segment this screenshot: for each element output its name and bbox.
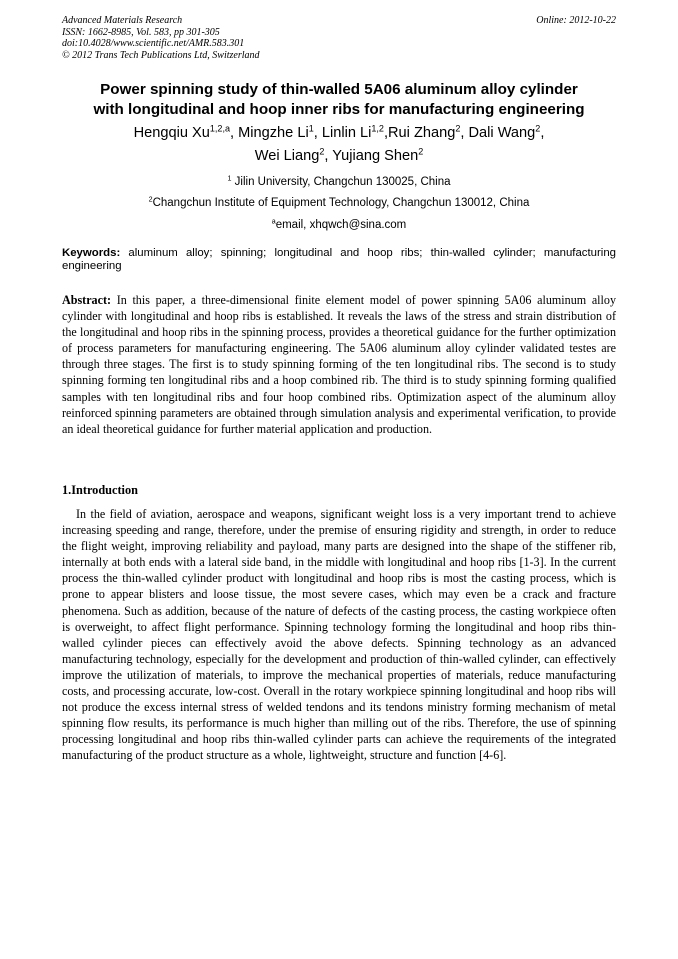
author-line: Hengqiu Xu$^{1,2,a}$, Mingzhe Li$^1$, Linlin Li$^{1,2}$,Rui Zhang$^2$, Dali Wang$^2$,: [133, 123, 545, 141]
email-text: email, xhqwch@sina.com: [275, 219, 407, 231]
author-name: Dali Wang: [468, 125, 536, 141]
paper-title-line: with longitudinal and hoop inner ribs for manufacturing engineering: [93, 101, 585, 118]
journal-issn: ISSN: 1662-8985, Vol. 583, pp 301-305: [62, 26, 220, 38]
affiliation-text: Jilin University, Changchun 130025, China: [234, 176, 451, 188]
author-name: Rui Zhang: [388, 125, 456, 141]
author-list: [62, 122, 616, 168]
author-affiliation-mark: 1: [308, 123, 314, 134]
affiliation-text: Changchun Institute of Equipment Technology, Changchun 130012, China: [152, 197, 530, 209]
affiliation-1: [62, 175, 616, 189]
author-affiliation-mark: 2: [535, 123, 541, 134]
author-affiliation-mark: 1,2: [371, 123, 384, 134]
online-date: Online: 2012-10-22: [536, 15, 616, 26]
paper-title-line: Power spinning study of thin-walled 5A06 aluminum alloy cylinder: [100, 81, 578, 98]
author-name: Mingzhe Li: [238, 125, 309, 141]
author-affiliation-mark: 2: [418, 146, 424, 157]
keywords: [62, 247, 616, 273]
keywords-label: Keywords:: [62, 247, 121, 259]
abstract-label: Abstract:: [62, 293, 112, 307]
email-mark: a: [271, 217, 276, 226]
journal-header: [62, 15, 616, 61]
author-affiliation-mark: 1,2,a: [209, 123, 231, 134]
journal-doi: doi:10.4028/www.scientific.net/AMR.583.301: [62, 38, 245, 49]
author-name: Hengqiu Xu: [133, 125, 210, 141]
affiliation-mark: 1: [227, 174, 232, 183]
author-email: [62, 218, 616, 232]
journal-copyright: © 2012 Trans Tech Publications Ltd, Switzerland: [62, 49, 260, 61]
affiliation-2: [62, 196, 616, 210]
author-affiliation-mark: 2: [455, 123, 461, 134]
affiliation-mark: 2: [148, 195, 153, 204]
author-name: Yujiang Shen: [332, 148, 419, 164]
keywords-text: aluminum alloy; spinning; longitudinal and hoop ribs; thin-walled cylinder; manufacturing engineering: [62, 247, 616, 272]
author-line: Wei Liang$^2$, Yujiang Shen$^2$: [254, 146, 424, 164]
author-name: Linlin Li: [321, 125, 372, 141]
introduction-paragraph: In the field of aviation, aerospace and weapons, significant weight loss is a very important trend to achieve increasing speeding and range, therefore, under the premise of ensuring rigidity and strength, in order to reduce the flight weight, improving reliability and payload, many parts are designed into the shape of the stiffener rib, internally at both ends with a lateral side band, in the middle with longitudinal and hoop ribs [1-3]. In the current process the thin-walled cylinder product with longitudinal and hoop ribs is most the casting process, which is prone to appear blisters and loose tissue, the most severe cases, which may even be a crack and fracture phenomena. Such as addition, because of the nature of defects of the casting process, the casting workpiece often is overweight, to affect flight performance. Spinning technology forming the longitudinal and hoop ribs thin-walled cylinder pieces can effectively avoid the above defects. Spinning technology as an advanced manufacturing technology, especially for the development and production of thin-walled cylinder, can effectively improve the utilization of materials, to improve the mechanical properties of materials, reduce manufacturing costs, and processing accurate, low-cost. Overall in the rotary workpiece spinning longitudinal and hoop ribs will not produce the excess internal stress of welded tendons and its tendons ministry forming mechanism of metal spinning flow results, its performance is much higher than milling out of the ribs. Therefore, the use of spinning processing longitudinal and hoop ribs thin-walled cylinder parts can achieve the requirements of the integrated manufacturing of the product structure as a whole, lightweight, structure and function [4-6].: [62, 507, 616, 763]
abstract-text: In this paper, a three-dimensional finite element model of power spinning 5A06 aluminum alloy cylinder with longitudinal and hoop ribs is established. It reveals the laws of the stress and strain distribution of the longitudinal and hoop ribs in the spinning process, provides a theoretical guidance for the further optimization of process parameters for manufacturing engineering. The 5A06 aluminum alloy cylinder validated testes are through three stages. The first is to study spinning forming of the ten longitudinal ribs. The second is to study spinning forming ten longitudinal ribs and a hoop combined rib. The third is to study spinning forming qualified samples with ten longitudinal ribs and four hoop combined ribs. Optimization aspect of the aluminum alloy reinforced spinning parameters are obtained through simulation analysis and experimental verification, to provide an ideal theoretical guidance for further material application and production.: [62, 293, 617, 436]
paper-title: [62, 80, 616, 120]
journal-name: Advanced Materials Research: [62, 15, 183, 26]
author-name: Wei Liang: [254, 148, 320, 164]
section-heading-introduction: 1.Introduction: [62, 483, 138, 497]
abstract: [62, 292, 616, 437]
author-affiliation-mark: 2: [319, 146, 325, 157]
